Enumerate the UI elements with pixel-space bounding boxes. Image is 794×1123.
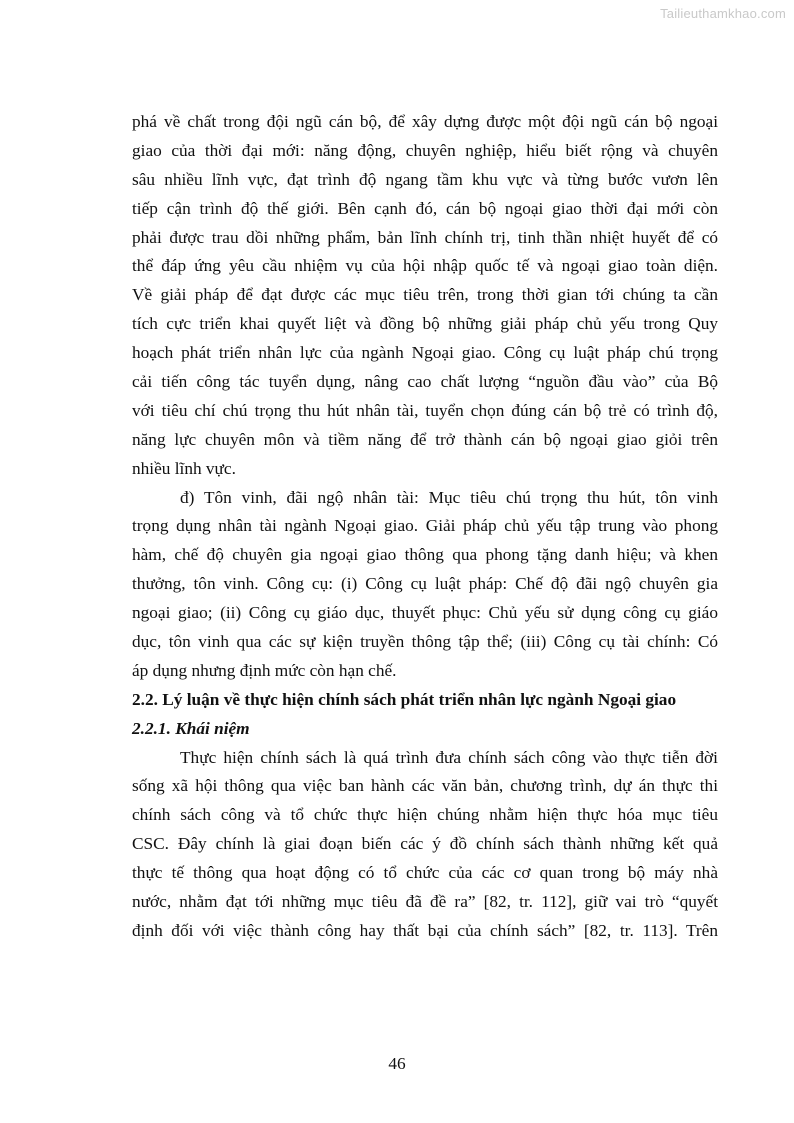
paragraph-line: định đối với việc thành công hay thất bại của chính sách” [82, tr. 113]. Trên — [132, 920, 718, 940]
paragraph-line: hoạch phát triển nhân lực của ngành Ngoại giao. Công cụ luật pháp chú trọng — [132, 343, 718, 363]
paragraph-line: cải tiến công tác tuyển dụng, nâng cao chất lượng “nguồn đầu vào” của Bộ — [132, 372, 718, 392]
paragraph-line: thưởng, tôn vinh. Công cụ: (i) Công cụ luật pháp: Chế độ đãi ngộ chuyên gia — [132, 574, 718, 594]
paragraph-line: sâu nhiều lĩnh vực, đạt trình độ ngang tầm khu vực và từng bước vươn lên — [132, 169, 718, 189]
subsection-heading: 2.2.1. Khái niệm — [132, 718, 250, 738]
paragraph-line: với tiêu chí chú trọng thu hút nhân tài, tuyển chọn đúng cán bộ trẻ có trình độ, — [132, 400, 718, 420]
paragraph-policy-implementation — [132, 744, 718, 946]
paragraph-line: sống xã hội thông qua việc ban hành các văn bản, chương trình, dự án thực thi — [132, 776, 718, 796]
paragraph-line: thể đáp ứng yêu cầu nhiệm vụ của hội nhập quốc tế và ngoại giao toàn diện. — [132, 256, 718, 276]
paragraph-line: hàm, chế độ chuyên gia ngoại giao thông qua phong tặng danh hiệu; và khen — [132, 545, 718, 565]
paragraph-line: phải được trau dồi những phẩm, bản lĩnh chính trị, tinh thần nhiệt huyết để có — [132, 227, 718, 247]
paragraph-line: áp dụng nhưng định mức còn hạn chế. — [132, 660, 397, 680]
paragraph-line: đ) Tôn vinh, đãi ngộ nhân tài: Mục tiêu chú trọng thu hút, tôn vinh — [180, 487, 718, 507]
paragraph-line: tiếp cận trình độ thế giới. Bên cạnh đó, cán bộ ngoại giao thời đại mới còn — [132, 198, 718, 218]
paragraph-line: giao của thời đại mới: năng động, chuyên nghiệp, hiểu biết rộng và chuyên — [132, 140, 718, 160]
paragraph-line: năng lực chuyên môn và tiềm năng để trở thành cán bộ ngoại giao giỏi trên — [132, 429, 718, 449]
document-body — [132, 108, 718, 946]
page-number: 46 — [388, 1054, 406, 1073]
paragraph-line: ngoại giao; (ii) Công cụ giáo dục, thuyết phục: Chủ yếu sử dụng công cụ giáo — [132, 603, 718, 623]
paragraph-line: nước, nhằm đạt tới những mục tiêu đã đề ra” [82, tr. 112], giữ vai trò “quyết — [132, 892, 718, 912]
paragraph-line: CSC. Đây chính là giai đoạn biến các ý đồ chính sách thành những kết quả — [132, 834, 718, 854]
paragraph-staff-development — [132, 108, 718, 484]
paragraph-line: tích cực triển khai quyết liệt và đồng bộ những giải pháp chủ yếu trong Quy — [132, 314, 718, 334]
paragraph-talent-recognition — [132, 484, 718, 686]
paragraph-line: Về giải pháp để đạt được các mục tiêu trên, trong thời gian tới chúng ta cần — [132, 285, 718, 305]
paragraph-line: chính sách công và tổ chức thực hiện chúng nhằm hiện thực hóa mục tiêu — [132, 805, 718, 825]
section-heading: 2.2. Lý luận về thực hiện chính sách phát triển nhân lực ngành Ngoại giao — [132, 689, 677, 709]
paragraph-line: thực tế thông qua hoạt động có tổ chức của các cơ quan trong bộ máy nhà — [132, 863, 718, 883]
watermark-text: Tailieuthamkhao.com — [660, 6, 786, 21]
paragraph-line: dục, tôn vinh qua các sự kiện truyền thông tập thể; (iii) Công cụ tài chính: Có — [132, 632, 718, 652]
paragraph-line: Thực hiện chính sách là quá trình đưa chính sách công vào thực tiễn đời — [180, 747, 718, 767]
paragraph-line: nhiều lĩnh vực. — [132, 458, 236, 478]
paragraph-line: phá về chất trong đội ngũ cán bộ, để xây dựng được một đội ngũ cán bộ ngoại — [132, 112, 718, 131]
paragraph-line: trọng dụng nhân tài ngành Ngoại giao. Giải pháp chủ yếu tập trung vào phong — [132, 516, 718, 536]
